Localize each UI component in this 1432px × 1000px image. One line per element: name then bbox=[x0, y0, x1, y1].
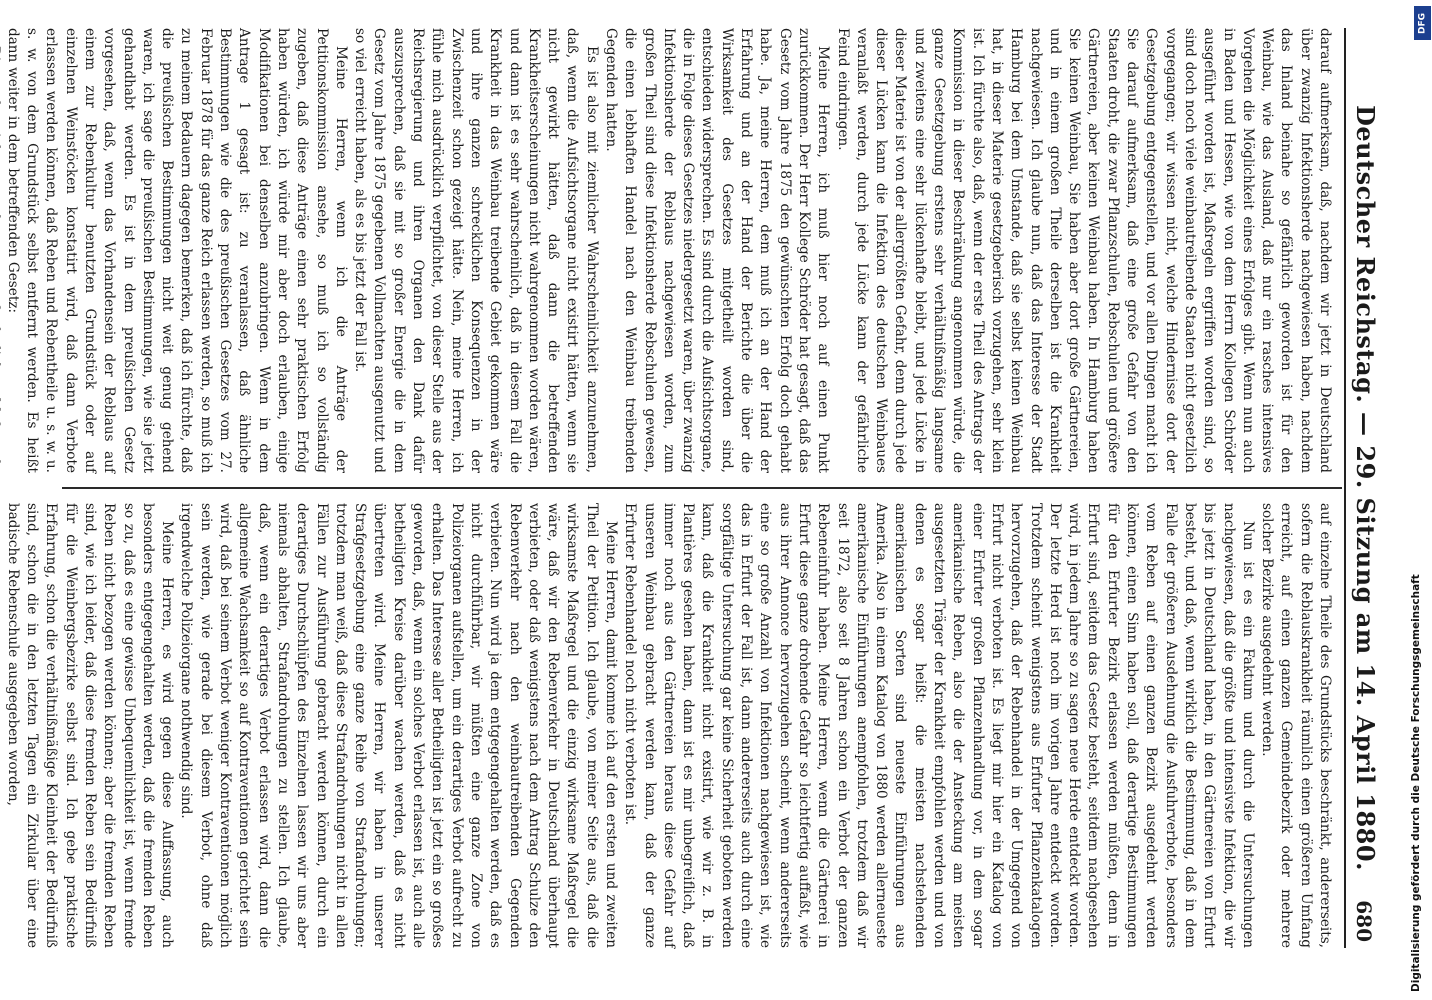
page-title: Deutscher Reichstag. — 29. Sitzung am 14. April 1880. bbox=[1351, 105, 1380, 871]
paragraph bbox=[0, 28, 3, 473]
paragraph: Meine Herren, es wird gegen diese Auffassung, auch besonders entgegengehalten werden, daß die fremden Reben so zu, daß es eine gewisse Unbequemlichkeit ist, wenn fremde Reben nicht bezogen werden können; aber die fremden Reben sind, wie ich leider, daß diese fremden Reben sein Bedürfniß für die Weinbergsbezirke selbst sind. Ich gebe praktische Erfahrung, schon die verhältnißmäßige Kleinheit der Bedürfniß sind, schon die in den letzten Tagen ein Zirkular über eine badische Rebenschule ausgegeben worden, bbox=[4, 503, 176, 948]
rotated-document-page bbox=[4, 28, 1386, 948]
text-column-right bbox=[4, 503, 1334, 948]
text-column-left bbox=[4, 28, 1334, 473]
paragraph: Meine Herren, wenn ich die Anträge der Petitionskommission ansehe, so muß ich so vollständig zugeben, daß diese Anträge einen sehr praktischen Erfolg haben würden, ich würde mir aber doch erlauben, einige Modifikationen bei denselben anzubringen. Wenn in dem Antrage 1 gesagt ist: zu veranlassen, daß ähnliche Bestimmungen wie die des preußischen Gesetzes vom 27. Februar 1878 für das ganze Reich erlassen werden, so muß ich zu meinem Bedauern dagegen bemerken, daß ich fürchte, daß die preußischen Bestimmungen nicht weit genug gehend waren, ich sage die preußischen Bestimmungen, wie sie jetzt gehandhabt werden. Es ist in dem preußischen Gesetz vorgesehen, daß, wenn das Vorhandensein der Reblaus auf einem zur Rebenkultur benutzten Grundstück oder auf einzelnen Weinstöcken konstatirt wird, daß dann Verbote erlassen werden können, daß Reben und Rebentheile u. s. w. u. s. w. von dem Grundstück selbst entfernt werden. Es heißt dann weiter in dem betreffenden Gesetz: bbox=[4, 28, 349, 473]
digitization-credit: Digitalisierung gefördert durch die Deutsche Forschungsgemeinschaft bbox=[1410, 574, 1422, 992]
paragraph: auf einzelne Theile des Grundstücks beschränkt, andererseits, sofern die Reblauskrankheit räumlich einen größeren Umfang erreicht, auf einen ganzen Gemeindebezirk oder mehrere solcher Bezirke ausgedehnt werden. bbox=[1259, 503, 1333, 948]
dfg-logo: DFG bbox=[1414, 6, 1431, 40]
column-divider bbox=[62, 487, 1342, 489]
paragraph: darauf aufmerksam, daß, nachdem wir jetzt in Deutschland über zwanzig Infektionsherde nachgewiesen haben, nachdem das Inland beinahe so gefährlich geworden ist für den Weinbau, wie das Ausland, daß nur ein rasches intensives Vorgehen die Möglichkeit eines Erfolges gibt. Wenn nun auch in Baden und Hessen, wie von dem Herrn Kollegen Schröder ausgeführt worden ist, Maßregeln ergriffen worden sind, so sind doch noch viele weinbautreibende Staaten nicht gesetzlich vorgegangen; wir wissen nicht, welche Hindernisse dort der Gesetzgebung entgegenstellen, und vor allen Dingen macht ich Sie darauf aufmerksam, daß eine große Gefahr von den Staaten droht, die zwar Pflanzschulen, Rebschulen und größere Gärtnereien, aber keinen Weinbau haben. In Hamburg haben Sie keinen Weinbau, Sie haben aber dort große Gärtnereien, und in einem großen Theile derselben ist die Krankheit nachgewiesen. Ich glaube nun, daß das Interesse der Stadt Hamburg bei dem Umstande, daß sie selbst keinen Weinbau hat, in dieser Materie gesetzgeberisch vorzugehen, sehr klein ist. Ich fürchte also, daß, wenn der erste Theil des Antrags der Kommission in dieser Beschränkung angenommen würde, die ganze Gesetzgebung erstens sehr verhältnißmäßig langsame und zweitens eine sehr lückenhafte bleibt, und jede Lücke in dieser Materie ist von der allergrößten Gefahr, denn durch jede dieser Lücken kann die Infektion des deutschen Weinbaues veranlaßt werden, durch jede Lücke kann der gefährliche Feind eindringen. bbox=[834, 28, 1333, 473]
paragraph: Meine Herren, ich muß hier noch auf einen Punkt zurückkommen. Der Herr Kollege Schröder hat gesagt, daß das Gesetz vom Jahre 1875 den gewünschten Erfolg doch gehabt habe. Ja, meine Herren, dem muß ich an der Hand der Erfahrung und an der Hand der Berichte die über die Wirksamkeit des Gesetzes mitgetheilt worden sind, entschieden widersprechen. Es sind durch die Aufsichtsorgane, die in Folge dieses Gesetzes niedergesetzt waren, über zwanzig Infektionsherde der Reblaus nachgewiesen worden, zum großen Theil sind diese Infektionsherde Rebschulen gewesen, die einen lebhaften Handel nach den Weinbau treibenden Gegenden hatten. bbox=[603, 28, 832, 473]
running-head bbox=[1344, 28, 1386, 948]
paragraph: Meine Herren, damit komme ich auf den ersten und zweiten Theil der Petition. Ich glaube, von meiner Seite aus, daß die wirksamste Maßregel und die einzig wirksame Maßregel die wäre, daß wir den Rebenverkehr in Deutschland überhaupt verbieten, oder daß wenigstens nach dem Antrag Schulze den Rebenverkehr nach den weinbautreibenden Gegenden verbieten. Nun wird ja dem entgegengehalten werden, daß es nicht durchführbar, wir müßten eine ganze Zone von Polizeiorganen aufstellen, um ein derartiges Verbot aufrecht zu erhalten. Das Interesse aller Betheiligten ist jetzt ein so großes geworden, daß, wenn ein solches Verbot erlassen ist, auch alle betheiligten Kreise darüber wachen werden, daß es nicht übertreten wird. Meine Herren, wir haben in unserer Strafgesetzgebung eine ganze Reihe von Strafandrohungen; trotzdem man weiß, daß diese Strafandrohungen nicht in allen Fällen zur Ausführung gebracht werden können, durch ein derartiges Durchschlüpfen des Einzelnen lassen wir uns aber niemals abhalten, Strafandrohungen zu stellen. Ich glaube, daß, wenn ein derartiges Verbot erlassen wird, dann die allgemeine Wachsamkeit so auf Kontraventionen gerichtet sein wird, daß bei seinem Verbot weniger Kontraventionen möglich sein werden, wie gerade bei diesem Verbot, ohne daß irgendwelche Polizeiorgane nothwendig sind. bbox=[178, 503, 620, 948]
paragraph: Nun ist es ein Faktum und durch die Untersuchungen nachgewiesen, daß die größte und intensivste Infektion, die wir bis jetzt in Deutschland haben, in den Gärtnereien von Erfurt besteht, und daß, wenn wirklich die Bestimmung, daß in dem Falle der größeren Ausdehnung die Ausfuhrverbote, besonders vom Reben auf einen ganzen Bezirk ausgedehnt werden können, einen Sinn haben soll, daß derartige Bestimmungen für den Erfurter Bezirk erlassen werden müßten, denn in Erfurt sind, seitdem das Gesetz besteht, seitdem nachgesehen wird, in jedem Jahre so zu sagen neue Herde entdeckt worden. Der letzte Herd ist noch im vorigen Jahre entdeckt worden. Trotzdem scheint wenigstens aus Erfurter Pflanzenkatalogen hervorzugehen, daß der Rebenhandel in der Umgegend von Erfurt nicht verboten ist. Es liegt mir hier ein Katalog von einer Erfurter großen Pflanzenhandlung vor, in dem sogar amerikanische Reben, also die der Ansteckung am meisten ausgesetzten Träger der Krankheit empfohlen werden und von denen es sogar heißt: die meisten nachstehenden amerikanischen Sorten sind neueste Einführungen aus Amerika. Also in einem Katalog von 1880 werden allerneueste amerikanische Einführungen anempfohlen, trotzdem daß wir seit 1872, also seit 8 Jahren schon ein Verbot der ganzen Rebeneinfuhr haben. Meine Herren, wenn die Gärtnerei in Erfurt diese ganze drohende Gefahr so leichtfertig auffaßt, wie aus ihrer Annonce hervorzugehen scheint, wenn andererseits eine so große Anzahl von Infektionen nachgewiesen ist, wie das in Erfurt der Fall ist, dann andererseits auch durch eine sorgfältige Untersuchung gar keine Sicherheit geboten werden kann, daß die Krankheit nicht existirt, wie wir z. B. in Plantières gesehen haben, dann ist es mir unbegreiflich, daß immer noch aus den Gärtnereien heraus diese Gefahr auf unseren Weinbau gebracht werden kann, daß der ganze Erfurter Rebenhandel noch nicht verboten ist. bbox=[622, 503, 1256, 948]
page-number: 680 bbox=[1352, 900, 1376, 942]
paragraph: Es ist also mit ziemlicher Wahrscheinlichkeit anzunehmen, daß, wenn die Aufsichtsorgane nicht existirt hätten, wenn sie nicht gewirkt hätten, daß dann die betreffenden Krankheitserscheinungen nicht wahrgenommen worden wären, und dann ist es sehr wahrscheinlich, daß in diesem Fall die Krankheit in das Weinbau treibende Gebiet gekommen wäre und ihre ganzen schrecklichen Konsequenzen in der Zwischenzeit schon gezeigt hätte. Nein, meine Herren, ich fühle mich ausdrücklich verpflichtet, von dieser Stelle aus der Reichsregierung und ihren Organen den Dank dafür auszusprechen, daß sie mit so großer Energie die in dem Gesetz vom Jahre 1875 gegebenen Vollmachten ausgenutzt und so viel erreicht haben, als es bis jetzt der Fall ist. bbox=[352, 28, 600, 473]
